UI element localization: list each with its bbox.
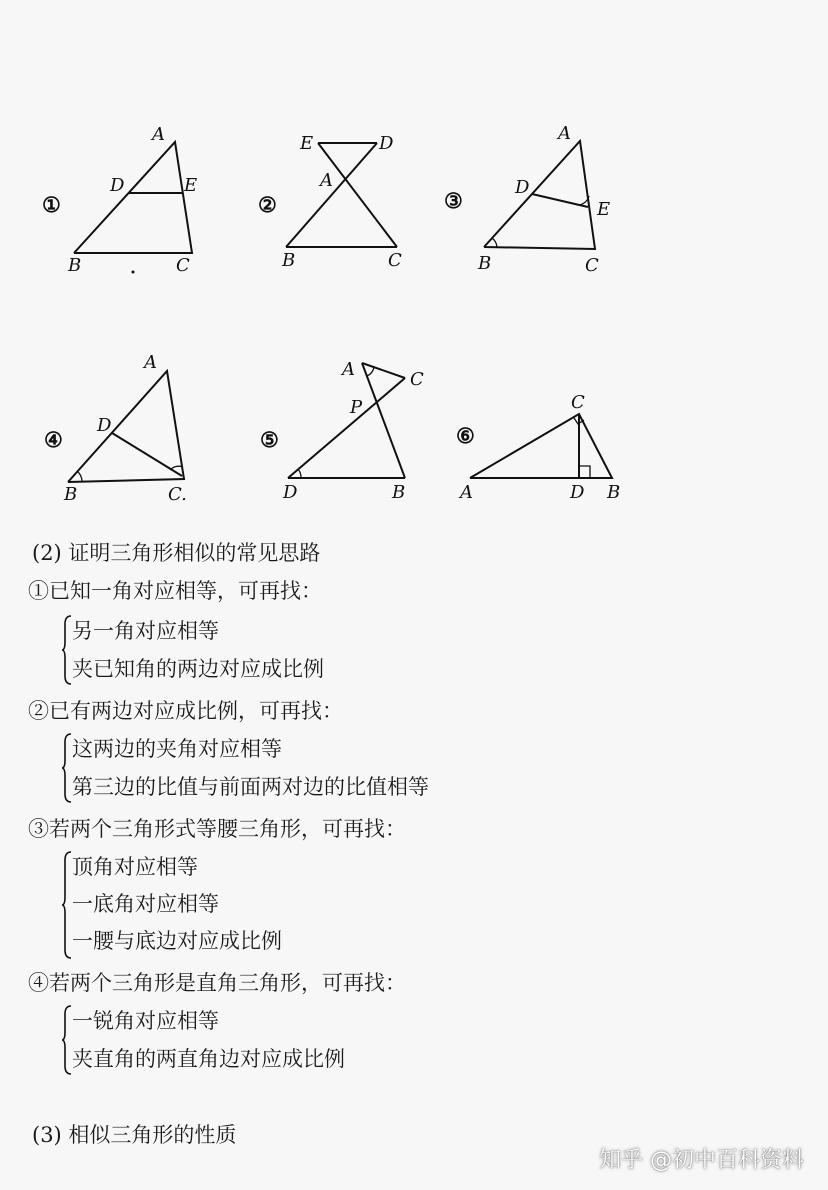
case-3-item-1: 顶角对应相等	[72, 855, 198, 879]
case-2-item-2: 第三边的比值与前面两对边的比值相等	[72, 775, 429, 799]
watermark: 知乎 @初中百科资料	[599, 1148, 804, 1173]
figure-3-label-c: C	[585, 255, 599, 276]
figure-6-number: ⑥	[456, 423, 475, 448]
figure-3-label-a: A	[558, 123, 571, 144]
brace-icon	[62, 1004, 72, 1076]
figure-6-label-a: A	[460, 482, 473, 503]
figure-3-label-b: B	[478, 253, 492, 274]
figure-4-number: ④	[44, 427, 63, 452]
figure-3-label-d: D	[515, 177, 530, 198]
brace-icon	[62, 850, 72, 960]
figure-6-label-c: C	[571, 392, 585, 413]
figure-6	[456, 392, 620, 503]
figure-3	[444, 123, 610, 276]
figure-4-label-d: D	[97, 415, 112, 436]
figure-1-label-e: E	[184, 175, 198, 196]
figure-6-label-b: B	[607, 482, 621, 503]
figure-6-label-d: D	[570, 482, 585, 503]
figure-2-label-a: A	[320, 170, 333, 191]
figure-1	[42, 124, 197, 276]
case-3-item-2: 一底角对应相等	[72, 892, 219, 916]
figure-1-label-d: D	[110, 175, 125, 196]
case-4-item-1: 一锐角对应相等	[72, 1009, 219, 1033]
case-1-title: ①已知一角对应相等，可再找：	[28, 579, 322, 603]
figure-3-label-e: E	[597, 199, 611, 220]
figure-4-label-c: C.	[168, 484, 187, 505]
case-2-item-1: 这两边的夹角对应相等	[72, 737, 282, 761]
case-4-item-2: 夹直角的两直角边对应成比例	[72, 1047, 345, 1071]
figure-2-label-b: B	[282, 250, 296, 271]
case-4-title: ④若两个三角形是直角三角形，可再找：	[28, 971, 406, 995]
figure-5-label-d: D	[283, 482, 298, 503]
figure-5-number: ⑤	[260, 427, 279, 452]
figure-2	[258, 133, 402, 271]
case-1-item-1: 另一角对应相等	[72, 619, 219, 643]
section-3-heading: (3) 相似三角形的性质	[32, 1123, 237, 1147]
figure-3-number: ③	[444, 188, 463, 213]
figure-4	[44, 352, 187, 505]
brace-icon	[62, 614, 72, 686]
figure-5-label-c: C	[410, 369, 424, 390]
figure-5-label-p: P	[350, 397, 363, 418]
figure-2-label-c: C	[388, 250, 402, 271]
figure-5	[260, 359, 424, 503]
figure-2-label-e: E	[300, 133, 314, 154]
case-1-item-2: 夹已知角的两边对应成比例	[72, 657, 324, 681]
figure-4-label-b: B	[64, 484, 78, 505]
section-2-heading: (2) 证明三角形相似的常见思路	[32, 541, 321, 565]
brace-icon	[62, 732, 72, 804]
figure-2-label-d: D	[379, 133, 394, 154]
figure-5-label-a: A	[342, 359, 355, 380]
case-3-item-3: 一腰与底边对应成比例	[72, 929, 282, 953]
case-3-title: ③若两个三角形式等腰三角形，可再找：	[28, 817, 406, 841]
triangle-figures	[0, 0, 828, 520]
figure-1-label-a: A	[152, 124, 165, 145]
figure-1-number: ①	[42, 192, 61, 217]
figure-4-label-a: A	[144, 352, 157, 373]
figure-1-label-b: B	[68, 255, 82, 276]
case-2-title: ②已有两边对应成比例，可再找：	[28, 699, 343, 723]
figure-1-label-c: C	[176, 255, 190, 276]
figure-5-label-b: B	[392, 482, 406, 503]
figure-2-number: ②	[258, 192, 277, 217]
